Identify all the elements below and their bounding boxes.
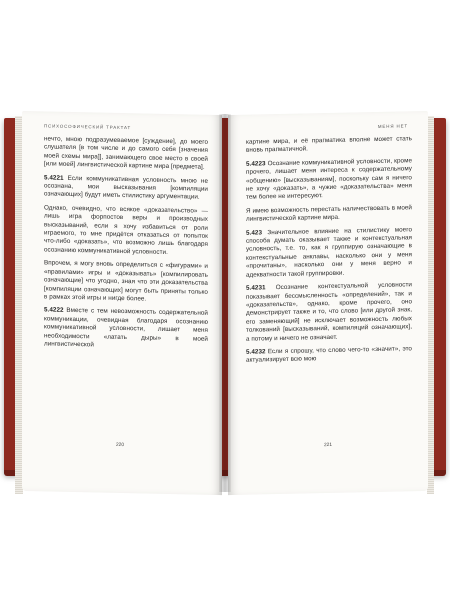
paragraph [246, 226, 412, 280]
paragraph-text: Значительное влияние на стилистику моего способа думать оказывает также и контекстуальная условность, т.е. то, как я группирую означающие в контекстуальные анклавы, насколько они у меня «прочитаны», насколько они у меня верно и адекватности такой группировки. [246, 225, 412, 279]
left-page-text [44, 135, 208, 357]
paragraph-text: Если коммуникативная условность мною не осознана, мои высказывания [компиляции означающих] будут иметь стилистику аргументации. [44, 174, 208, 202]
paragraph-text: Осознание коммуникативной условности, кроме прочего, лишает меня интереса к содержательному «общению» [высказываниям], поскольку сам я ничего не хочу «доказать», а чужие «доказательства» меня тем более не интересуют. [246, 157, 412, 202]
paragraph [44, 204, 208, 258]
book-gutter [219, 114, 231, 492]
paragraph-text: Однако, очевидно, что всякое «доказательство» — лишь игра форпостов веры и производных высказываний, если я хочу избавиться от роли играемого, то мне придётся отказаться от попыток что-либо «доказать», что возможно лишь благодаря осознанию коммуникативной условности. [44, 204, 208, 256]
paragraph [246, 345, 412, 365]
section-number: 5.4223 [246, 160, 266, 168]
page-stack-right [427, 116, 434, 494]
paragraph [44, 135, 208, 172]
running-head-left: ПСИХОСОФИЧЕСКИЙ ТРАКТАТ [44, 123, 132, 131]
right-page-text [246, 135, 412, 370]
section-number: 5.423 [246, 229, 263, 237]
section-number: 5.4222 [44, 306, 64, 315]
paragraph-text: Осознание контекстуальной условности показывает бессмысленность «определений», так и «доказательств», однако, кроме прочего, оно демонстрирует также и то, что слово [или другой знак, его заменяющий] не исключает возможность любых толкований [высказываний, компиляций означающих], а потому и ничего не означает. [246, 281, 412, 343]
paragraph [44, 260, 208, 305]
right-page [228, 111, 428, 495]
paragraph-text: Вместе с тем невозможность содержательной коммуникации, очевидная благодаря осознанию коммуникативной условности, лишает меня необходимости «латать дыры» в моей лингвистической [44, 307, 208, 349]
paragraph-text: нечто, мною подразумеваемое [суждение], до моего слушателя [в том числе и до самого себя [значения моей схемы мира]], занимающего свое место в своей [или моей] лингвистической картине мира [предмета]. [44, 135, 208, 171]
paragraph [246, 157, 412, 203]
paragraph-text: Я имею возможность перестать наличествовать в моей лингвистической картине мира. [246, 204, 412, 223]
paragraph [246, 135, 412, 155]
paragraph-text: картине мира, и её прагматика вполне может стать вновь прагматичной. [246, 135, 412, 155]
page-number-left: 220 [116, 442, 125, 449]
left-page [22, 111, 222, 495]
paragraph [44, 307, 208, 352]
paragraph-text: Впрочем, я могу вновь определиться с «фигурами» и «правилами» игры и «доказывать» [компилировать означающие] что угодно, зная что эти доказательства [компиляции означающих] могут быть приняты только в рамках этой игры и нигде более. [44, 259, 208, 303]
paragraph [44, 174, 208, 203]
section-number: 5.4221 [44, 173, 64, 182]
paragraph [246, 204, 412, 224]
page-number-right: 221 [324, 442, 333, 449]
section-number: 5.4232 [246, 348, 266, 356]
paragraph-text: Если я спрошу, что слово чего-то «значит», это актуализирует всю мою [246, 345, 412, 365]
section-number: 5.4231 [246, 284, 266, 292]
running-head-right: МЕНЯ НЕТ [377, 123, 408, 129]
paragraph [246, 281, 412, 343]
